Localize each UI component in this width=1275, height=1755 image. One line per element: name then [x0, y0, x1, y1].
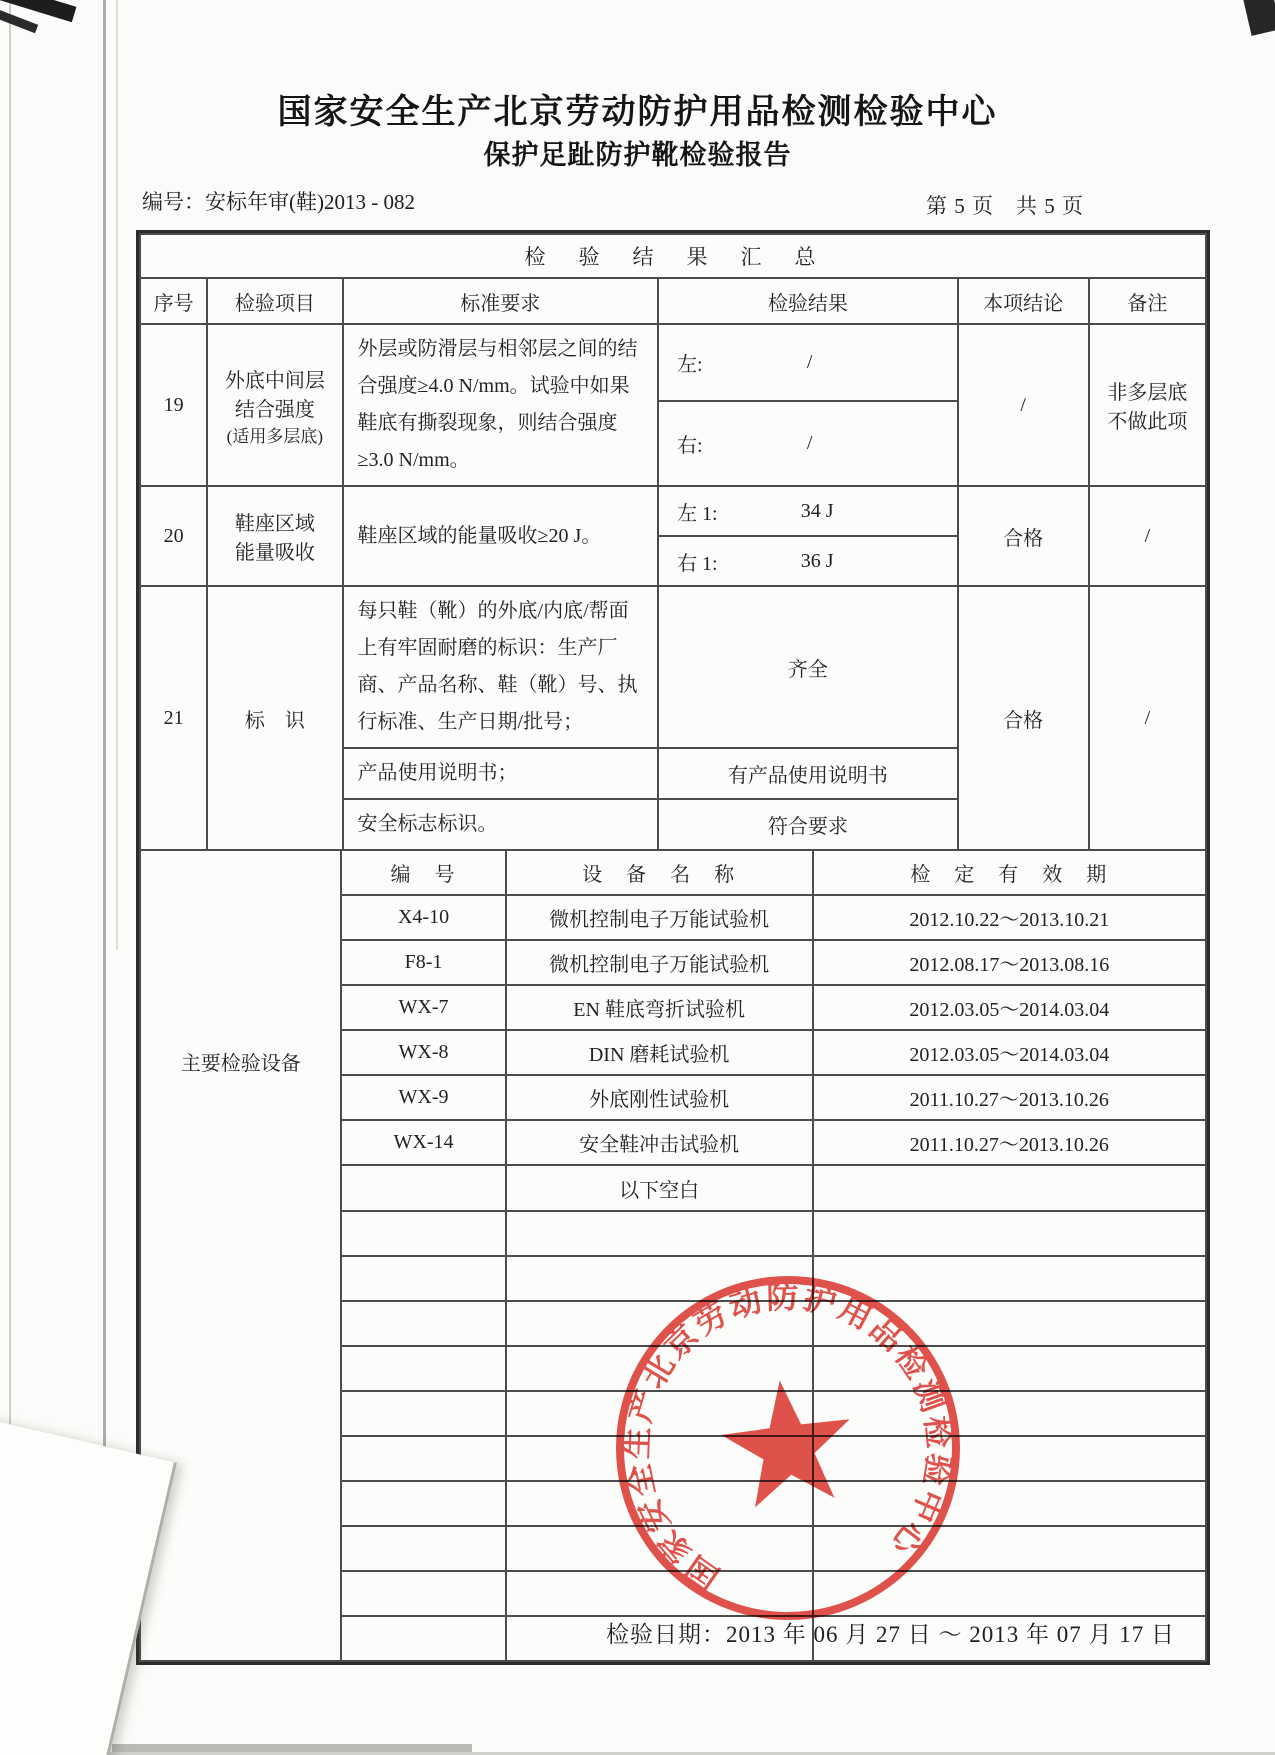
row20-no: 20 [140, 486, 207, 586]
row20-item-line: 鞋座区域 [234, 513, 315, 535]
inspection-date-line: 检验日期：2013 年 06 月 27 日 ～ 2013 年 07 月 17 日 [606, 1622, 1175, 1647]
row21-result-main: 齐全 [658, 586, 958, 748]
row21-requirement-safety-mark: 安全标志标识。 [343, 799, 659, 850]
row21-no: 21 [140, 586, 207, 850]
row19-remark-line: 非多层底 [1107, 382, 1188, 404]
equipment-validity: 2011.10.27～2013.10.26 [813, 1120, 1206, 1165]
empty-cell [341, 1256, 505, 1301]
row20-result-left [658, 486, 958, 536]
row21-conclusion: 合格 [958, 586, 1089, 850]
table-row-21 [140, 586, 1206, 748]
row20-item [207, 486, 342, 586]
table-row-19 [140, 324, 1206, 401]
page-indicator: 第 5 页 共 5 页 [926, 194, 1084, 218]
row19-item [207, 324, 342, 486]
result-value: 36 J [800, 549, 834, 572]
empty-cell [341, 1346, 505, 1391]
equipment-name: DIN 磨耗试验机 [506, 1030, 813, 1075]
equipment-validity: 2012.10.22～2013.10.21 [813, 895, 1206, 940]
equipment-id: WX-9 [341, 1075, 505, 1120]
row20-conclusion: 合格 [958, 486, 1089, 586]
summary-results-table [139, 233, 1207, 851]
empty-cell [341, 1616, 505, 1661]
row20-requirement: 鞋座区域的能量吸收≥20 J。 [343, 486, 659, 586]
equipment-name: 微机控制电子万能试验机 [506, 895, 813, 940]
empty-cell [506, 1211, 813, 1256]
equip-col-header-id: 编 号 [341, 850, 505, 895]
equipment-validity: 2011.10.27～2013.10.26 [813, 1075, 1206, 1120]
result-line [665, 547, 951, 576]
equipment-validity: 2012.03.05～2014.03.04 [813, 1030, 1206, 1075]
result-line [665, 497, 951, 526]
equipment-header-row [140, 850, 1206, 895]
empty-cell [341, 1301, 505, 1346]
result-line [665, 429, 951, 458]
row19-result-left [658, 324, 958, 401]
table-title: 检 验 结 果 汇 总 [140, 234, 1206, 278]
empty-cell [341, 1571, 505, 1616]
center-name-title: 国家安全生产北京劳动防护用品检测检验中心 [277, 93, 998, 131]
empty-cell [341, 1436, 505, 1481]
equipment-id: F8-1 [341, 940, 505, 985]
empty-cell [341, 1165, 505, 1211]
row19-result-right [658, 401, 958, 486]
col-header-result: 检验结果 [658, 278, 958, 324]
equipment-label-cell: 主要检验设备 [140, 850, 341, 1661]
row19-item-line: 结合强度 [234, 398, 315, 421]
stamp-ring-text: 国家安全生产北京劳动防护用品检测检验中心 [619, 1279, 957, 1596]
empty-cell [341, 1211, 505, 1256]
row19-no: 19 [140, 324, 207, 486]
equipment-id: WX-7 [341, 985, 505, 1030]
scan-corner-mark [1243, 0, 1275, 36]
official-seal-stamp [576, 1236, 999, 1659]
col-header-item: 检验项目 [207, 278, 342, 324]
row19-remark [1089, 324, 1206, 486]
empty-cell [341, 1481, 505, 1526]
empty-cell [813, 1165, 1206, 1211]
row19-remark-line: 不做此项 [1107, 411, 1188, 433]
equipment-validity: 2012.08.17～2013.08.16 [813, 940, 1206, 985]
table-row-20 [140, 486, 1206, 536]
row21-requirement-manual: 产品使用说明书； [343, 748, 659, 799]
report-number: 编号：安标年审(鞋)2013 - 082 [142, 190, 415, 214]
equipment-name: 外底刚性试验机 [506, 1075, 813, 1120]
equipment-id: WX-8 [341, 1030, 505, 1075]
scan-corner-mark [0, 10, 38, 33]
row20-remark: / [1089, 486, 1206, 586]
equipment-name: 微机控制电子万能试验机 [506, 940, 813, 985]
result-label: 左: [677, 353, 703, 376]
row19-item-line: (适用多层底) [226, 426, 323, 446]
equipment-validity: 2012.03.05～2014.03.04 [813, 985, 1206, 1030]
equipment-id: X4-10 [341, 895, 505, 940]
row20-result-right [658, 536, 958, 586]
result-line [665, 348, 951, 377]
equipment-name: EN 鞋底弯折试验机 [506, 985, 813, 1030]
result-value: 34 J [800, 499, 834, 522]
stamp-star-icon [715, 1373, 858, 1511]
row21-result-safety-mark: 符合要求 [658, 799, 958, 850]
empty-cell [341, 1391, 505, 1436]
equip-col-header-name: 设 备 名 称 [506, 850, 813, 895]
row21-result-manual: 有产品使用说明书 [658, 748, 958, 799]
row21-requirement-main: 每只鞋（靴）的外底/内底/帮面上有牢固耐磨的标识：生产厂商、产品名称、鞋（靴）号、执行标准、生产日期/批号； [343, 586, 659, 748]
equipment-name: 安全鞋冲击试验机 [506, 1120, 813, 1165]
equip-col-header-validity: 检 定 有 效 期 [813, 850, 1206, 895]
row20-item-line: 能量吸收 [234, 542, 315, 564]
table-title-row [140, 234, 1206, 278]
result-label: 右: [677, 434, 703, 457]
col-header-conclusion: 本项结论 [958, 278, 1089, 324]
row21-item: 标 识 [207, 586, 342, 850]
report-title: 保护足趾防护靴检验报告 [483, 140, 792, 170]
col-header-requirement: 标准要求 [343, 278, 659, 324]
result-value: / [806, 431, 813, 454]
empty-cell [341, 1526, 505, 1571]
blank-note: 以下空白 [506, 1165, 813, 1211]
scan-page-edge-line [103, 0, 106, 1480]
equipment-id: WX-14 [341, 1120, 505, 1165]
result-label: 右 1: [677, 552, 718, 575]
col-header-no: 序号 [140, 278, 207, 324]
result-value: / [806, 350, 813, 373]
row19-conclusion: / [958, 324, 1089, 486]
table-header-row [140, 278, 1206, 324]
col-header-remark: 备注 [1089, 278, 1206, 324]
row21-remark: / [1089, 586, 1206, 850]
result-label: 左 1: [677, 502, 718, 525]
row19-item-line: 外底中间层 [224, 369, 325, 392]
row19-requirement: 外层或防滑层与相邻层之间的结合强度≥4.0 N/mm。试验中如果鞋底有撕裂现象，则结合强度≥3.0 N/mm。 [343, 324, 659, 486]
